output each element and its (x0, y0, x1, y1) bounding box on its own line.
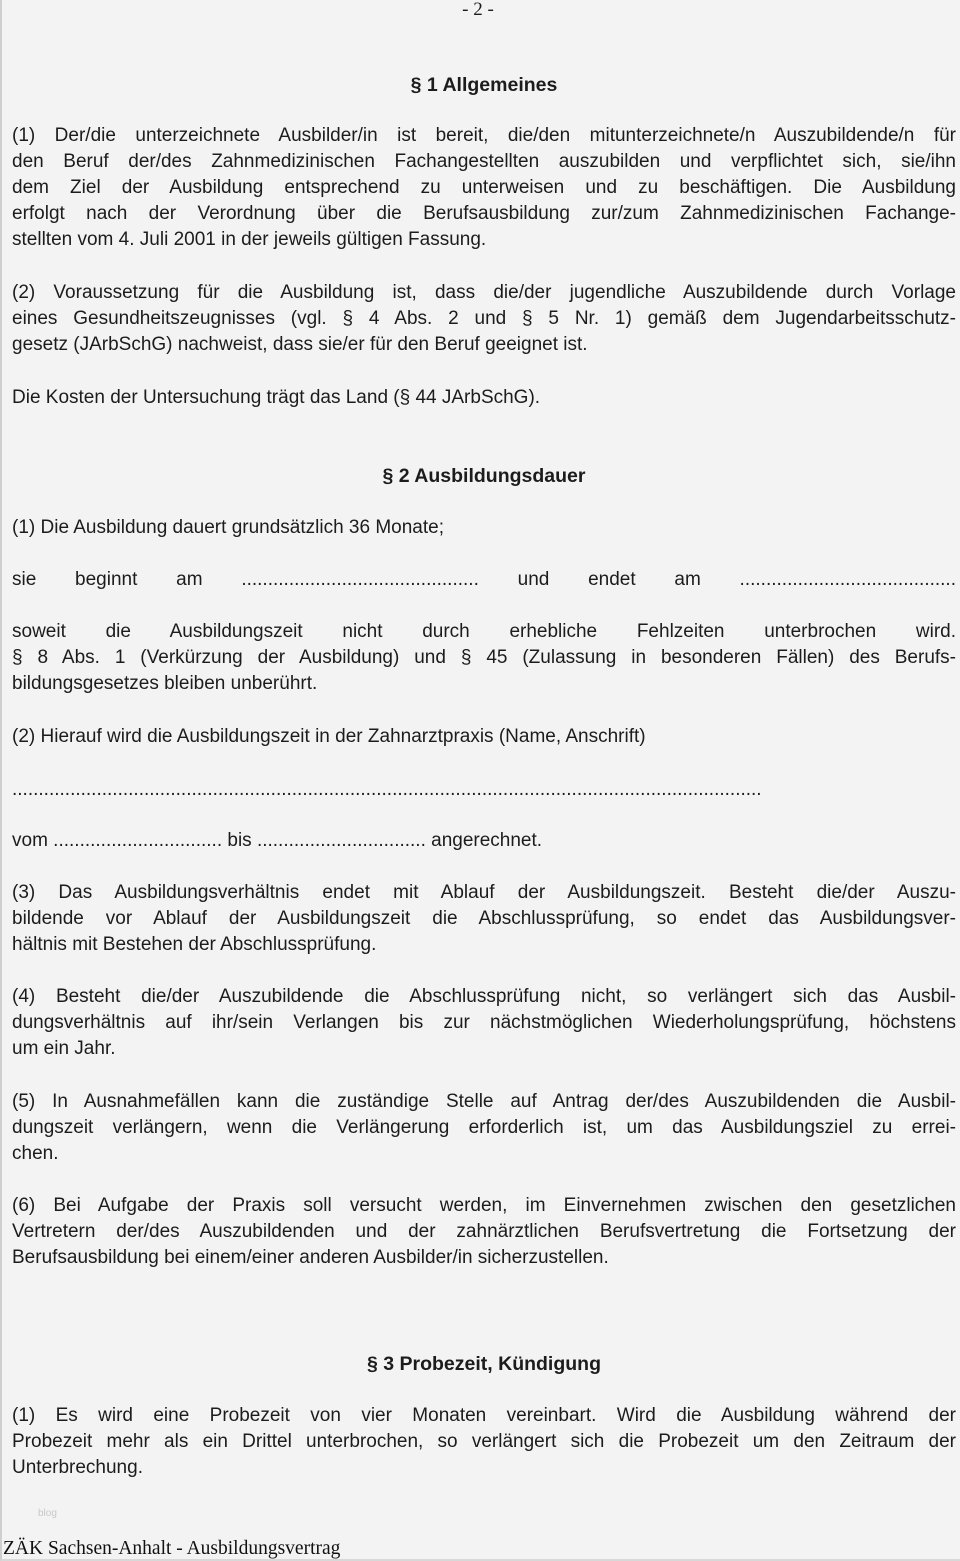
footer: ZÄK Sachsen-Anhalt - Ausbildungsvertrag (3, 1538, 341, 1559)
text-line: dem Ziel der Ausbildung entsprechend zu unterweisen und zu beschäftigen. Die Ausbildung (12, 177, 956, 198)
text-line: Unterbrechung. (12, 1457, 143, 1478)
text-line: (3) Das Ausbildungsverhältnis endet mit Ablauf der Ausbildungszeit. Besteht die/der Auszu- (12, 882, 956, 903)
text-line: gesetz (JArbSchG) nachweist, dass sie/er für den Beruf geeignet ist. (12, 334, 588, 355)
text-line: dungsverhältnis auf ihr/sein Verlangen bis zur nächstmöglichen Wiederholungsprüfung, höchstens (12, 1012, 956, 1033)
paragraph (12, 515, 956, 541)
paragraph (12, 619, 956, 697)
text-line: (1) Die Ausbildung dauert grundsätzlich 36 Monate; (12, 517, 444, 538)
text-line: Probezeit mehr als ein Drittel unterbrochen, so verlängert sich die Probezeit um den Zeitraum der (12, 1431, 956, 1452)
watermark: blog (38, 1508, 57, 1519)
paragraph (12, 1193, 956, 1271)
text-line: sie beginnt am ............................................. und endet am ......................................... (12, 569, 956, 590)
paragraph (12, 1403, 956, 1481)
practice-fill-line (12, 777, 956, 803)
paragraph (12, 828, 956, 854)
text-line: eines Gesundheitszeugnisses (vgl. § 4 Abs. 2 und § 5 Nr. 1) gemäß dem Jugendarbeitsschutz- (12, 308, 956, 329)
text-line: (5) In Ausnahmefällen kann die zuständige Stelle auf Antrag der/des Auszubildenden die Ausbil- (12, 1091, 956, 1112)
text-line: Die Kosten der Untersuchung trägt das Land (§ 44 JArbSchG). (12, 387, 541, 408)
text-line: stellten vom 4. Juli 2001 in der jeweils gültigen Fassung. (12, 229, 487, 250)
text-line: (2) Voraussetzung für die Ausbildung ist, dass die/der jugendliche Auszubildende durch Vorlage (12, 282, 956, 303)
section-heading-2: § 2 Ausbildungsdauer (382, 465, 586, 487)
paragraph (12, 880, 956, 958)
text-line: (1) Der/die unterzeichnete Ausbilder/in ist bereit, die/den mitunterzeichnete/n Auszubildende/n für (12, 125, 956, 146)
paragraph (12, 984, 956, 1062)
section-heading-1: § 1 Allgemeines (410, 74, 558, 96)
text-line: chen. (12, 1143, 59, 1164)
text-line: § 8 Abs. 1 (Verkürzung der Ausbildung) und § 45 (Zulassung in besonderen Fällen) des Berufs- (12, 647, 956, 668)
section-heading-3: § 3 Probezeit, Kündigung (366, 1353, 601, 1375)
text-line: (4) Besteht die/der Auszubildende die Abschlussprüfung nicht, so verlängert sich das Ausbil- (12, 986, 956, 1007)
text-line: Vertretern der/des Auszubildenden und der zahnärztlichen Berufsvertretung die Fortsetzung der (12, 1221, 956, 1242)
text-line: soweit die Ausbildungszeit nicht durch erhebliche Fehlzeiten unterbrochen wird. (12, 621, 956, 642)
text-line: bildende vor Ablauf der Ausbildungszeit die Abschlussprüfung, so endet das Ausbildungsver- (12, 908, 956, 929)
text-line: dungszeit verlängern, wenn die Verlängerung erforderlich ist, um das Ausbildungsziel zu errei- (12, 1117, 956, 1138)
paragraph (12, 123, 956, 253)
date-fill-line (12, 567, 956, 593)
text-line: vom ................................ bis ................................ angerechnet. (12, 830, 543, 851)
text-line: um ein Jahr. (12, 1038, 116, 1059)
paragraph (12, 724, 956, 750)
text-line: bildungsgesetzes bleiben unberührt. (12, 673, 318, 694)
text-line: (6) Bei Aufgabe der Praxis soll versucht werden, im Einvernehmen zwischen den gesetzlichen (12, 1195, 956, 1216)
paragraph (12, 280, 956, 358)
text-line: .............................................................................................................................................. (12, 779, 762, 800)
text-line: erfolgt nach der Verordnung über die Berufsausbildung zur/zum Zahnmedizinischen Fachange- (12, 203, 956, 224)
paragraph (12, 1089, 956, 1167)
text-line: (2) Hierauf wird die Ausbildungszeit in der Zahnarztpraxis (Name, Anschrift) (12, 726, 646, 747)
text-line: hältnis mit Bestehen der Abschlussprüfung. (12, 934, 377, 955)
text-line: (1) Es wird eine Probezeit von vier Monaten vereinbart. Wird die Ausbildung während der (12, 1405, 956, 1426)
text-line: Berufsausbildung bei einem/einer anderen Ausbilder/in sicherzustellen. (12, 1247, 609, 1268)
page-number: - 2 - (462, 0, 494, 20)
text-line: den Beruf der/des Zahnmedizinischen Fachangestellten auszubilden und verpflichtet sich, sie/ihn (12, 151, 956, 172)
paragraph (12, 385, 956, 411)
